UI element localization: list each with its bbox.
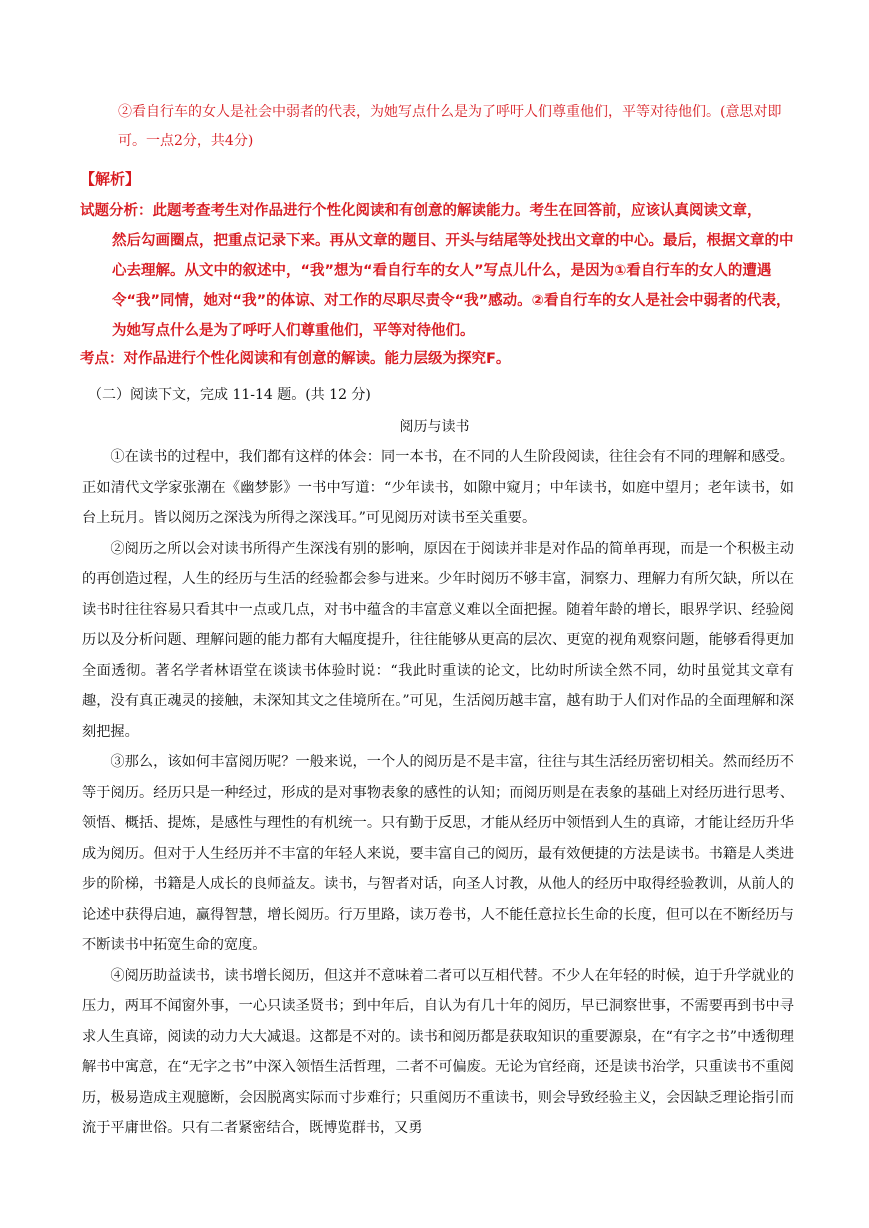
paragraph-2: ②阅历之所以会对读书所得产生深浅有别的影响，原因在于阅读并非是对作品的简单再现，而是一个积极主动的再创造过程，人生的经历与生活的经验都会参与进来。少年时阅历不够丰富，洞察力、理解力有所欠缺，所以在读书时往往容易只看其中一点或几点，对书中蕴含的丰富意义难以全面把握。随着年龄的增长，眼界学识、经验阅历以及分析问题、理解问题的能力都有大幅度提升，往往能够从更高的层次、更宽的视角观察问题，能够看得更加全面透彻。著名学者林语堂在谈读书体验时说：“我此时重读的论文，比幼时所读全然不同，幼时虽觉其文章有趣，没有真正魂灵的接触，未深知其文之佳境所在。”可见，生活阅历越丰富，越有助于人们对作品的全面理解和深刻把握。	[82, 540, 794, 740]
paragraph-4: ④阅历助益读书，读书增长阅历，但这并不意味着二者可以互相代替。不少人在年轻的时候，迫于升学就业的压力，两耳不闻窗外事，一心只读圣贤书；到中年后，自认为有几十年的阅历，早已洞察世事，不需要再到书中寻求人生真谛，阅读的动力大大减退。这都是不对的。读书和阅历都是获取知识的重要源泉，在“有字之书”中透彻理解书中寓意，在“无字之书”中深入领悟生活哲理，二者不可偏废。无论为官经商，还是读书治学，只重读书不重阅历，极易造成主观臆断，会因脱离实际而寸步难行；只重阅历不重读书，则会导致经验主义，会因缺乏理论指引而流于平庸世俗。只有二者紧密结合，既博览群书，又勇	[82, 967, 794, 1136]
section-heading: （二）阅读下文，完成 11-14 题。(共 12 分)	[88, 387, 371, 403]
answer-line	[118, 98, 794, 156]
article-body	[82, 442, 794, 1144]
analysis-first-line: 试题分析：此题考查考生对作品进行个性化阅读和有创意的解读能力。考生在回答前，应该认真阅读文章，	[80, 203, 762, 219]
paragraph-3: ③那么，该如何丰富阅历呢？一般来说，一个人的阅历是不是丰富，往往与其生活经历密切相关。然而经历不等于阅历。经历只是一种经过，形成的是对事物表象的感性的认知；而阅历则是在表象的基础上对经历进行思考、领悟、概括、提炼，是感性与理性的有机统一。只有勤于反思，才能从经历中领悟到人生的真谛，才能让经历升华成为阅历。但对于人生经历并不丰富的年轻人来说，要丰富自己的阅历，最有效便捷的方法是读书。书籍是人类进步的阶梯，书籍是人成长的良师益友。读书，与智者对话，向圣人讨教，从他人的经历中取得经验教训，从前人的论述中获得启迪，赢得智慧，增长阅历。行万里路，读万卷书，人不能任意拉长生命的长度，但可以在不断经历与不断读书中拓宽生命的宽度。	[82, 754, 794, 953]
kaodian-line: 考点：对作品进行个性化阅读和有创意的解读。能力层级为探究F。	[80, 351, 511, 367]
article-title: 阅历与读书	[399, 419, 470, 435]
answer-text: ②看自行车的女人是社会中弱者的代表，为她写点什么是为了呼吁人们尊重他们，平等对待他们。(意思对即可。一点2分，共4分)	[118, 104, 782, 149]
analysis-block	[80, 196, 796, 346]
analysis-tag: 【解析】	[80, 170, 141, 188]
analysis-continued: 然后勾画圈点，把重点记录下来。再从文章的题目、开头与结尾等处找出文章的中心。最后，根据文章的中心去理解。从文中的叙述中，“我”想为“看自行车的女人”写点儿什么，是因为①看自行车的女人的遭遇令“我”同情，她对“我”的体谅、对工作的尽职尽责令“我”感动。②看自行车的女人是社会中弱者的代表，为她写点什么是为了呼吁人们尊重他们，平等对待他们。	[112, 233, 794, 339]
paragraph-1: ①在读书的过程中，我们都有这样的体会：同一本书，在不同的人生阶段阅读，往往会有不同的理解和感受。正如清代文学家张潮在《幽梦影》一书中写道：“少年读书，如隙中窥月；中年读书，如庭中望月；老年读书，如台上玩月。皆以阅历之深浅为所得之深浅耳。”可见阅历对读书至关重要。	[82, 449, 794, 526]
